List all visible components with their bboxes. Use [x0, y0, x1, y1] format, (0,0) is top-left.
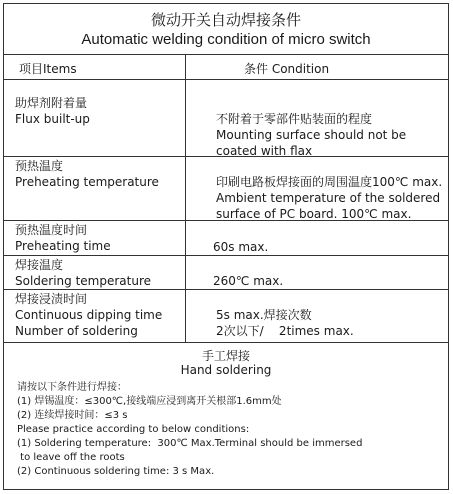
- row-condition: [213, 239, 268, 255]
- note-line: to leave off the roots: [17, 452, 125, 463]
- divider: [4, 289, 448, 290]
- item-line: Soldering temperature: [15, 274, 152, 288]
- header-condition: 条件 Condition: [244, 62, 330, 76]
- note-line: Please practice according to below conditions:: [17, 424, 250, 435]
- condition-line: coated with flax: [216, 144, 313, 158]
- condition-line: 5s max.焊接次数: [216, 308, 312, 322]
- item-line: 助焊剂附着量: [15, 96, 88, 110]
- divider: [4, 342, 448, 343]
- item-line: Number of soldering: [15, 324, 138, 338]
- row-item: [15, 95, 90, 127]
- condition-line: 印刷电路板焊接面的周围温度100℃ max.: [216, 175, 443, 189]
- spec-table: [3, 3, 449, 490]
- header-items: 项目Items: [19, 62, 77, 76]
- row-condition: [216, 174, 442, 222]
- condition-line: 260℃ max.: [213, 274, 284, 288]
- item-line: 焊接浸渍时间: [15, 292, 88, 306]
- row-condition: [213, 273, 283, 289]
- item-line: 预热温度时间: [15, 223, 88, 237]
- note-line: 请按以下条件进行焊接：: [17, 382, 127, 393]
- item-line: Preheating temperature: [15, 175, 159, 189]
- note-line: (1) 焊锡温度：≤300℃,接线端应浸到离开关根部1.6mm处: [17, 396, 282, 407]
- condition-line: Mounting surface should not be: [216, 128, 407, 142]
- item-line: 预热温度: [15, 159, 64, 173]
- note-line: (1) Soldering temperature: 300℃ Max.Terminal should be immersed: [17, 438, 363, 449]
- hand-notes: [17, 381, 362, 479]
- title-english: Automatic welding condition of micro switch: [81, 31, 371, 48]
- condition-line: 60s max.: [213, 240, 269, 254]
- row-condition: [216, 111, 406, 159]
- condition-line: surface of PC board. 100℃ max.: [216, 207, 412, 221]
- divider: [4, 79, 448, 80]
- row-item: [15, 222, 111, 254]
- item-line: Continuous dipping time: [15, 308, 163, 322]
- item-line: 焊接温度: [15, 258, 64, 272]
- item-line: Preheating time: [15, 239, 111, 253]
- row-item: [15, 291, 162, 339]
- item-line: Flux built-up: [15, 112, 90, 126]
- condition-line: 2次以下/ 2times max.: [216, 324, 354, 338]
- hand-soldering-title-english: Hand soldering: [180, 363, 272, 377]
- row-item: [15, 158, 159, 190]
- note-line: (2) 连续焊接时间：≤3 s: [17, 410, 128, 421]
- divider: [4, 255, 448, 256]
- row-item: [15, 257, 151, 289]
- condition-line: 不附着于零部件贴装面的程度: [216, 112, 373, 126]
- hand-soldering-title-chinese: 手工焊接: [201, 349, 250, 363]
- row-condition: [216, 307, 354, 339]
- condition-line: Ambient temperature of the soldered: [216, 191, 441, 205]
- note-line: (2) Continuous soldering time: 3 s Max.: [17, 466, 215, 477]
- divider: [4, 54, 448, 55]
- title-chinese: 微动开关自动焊接条件: [150, 11, 301, 29]
- column-divider: [185, 54, 186, 342]
